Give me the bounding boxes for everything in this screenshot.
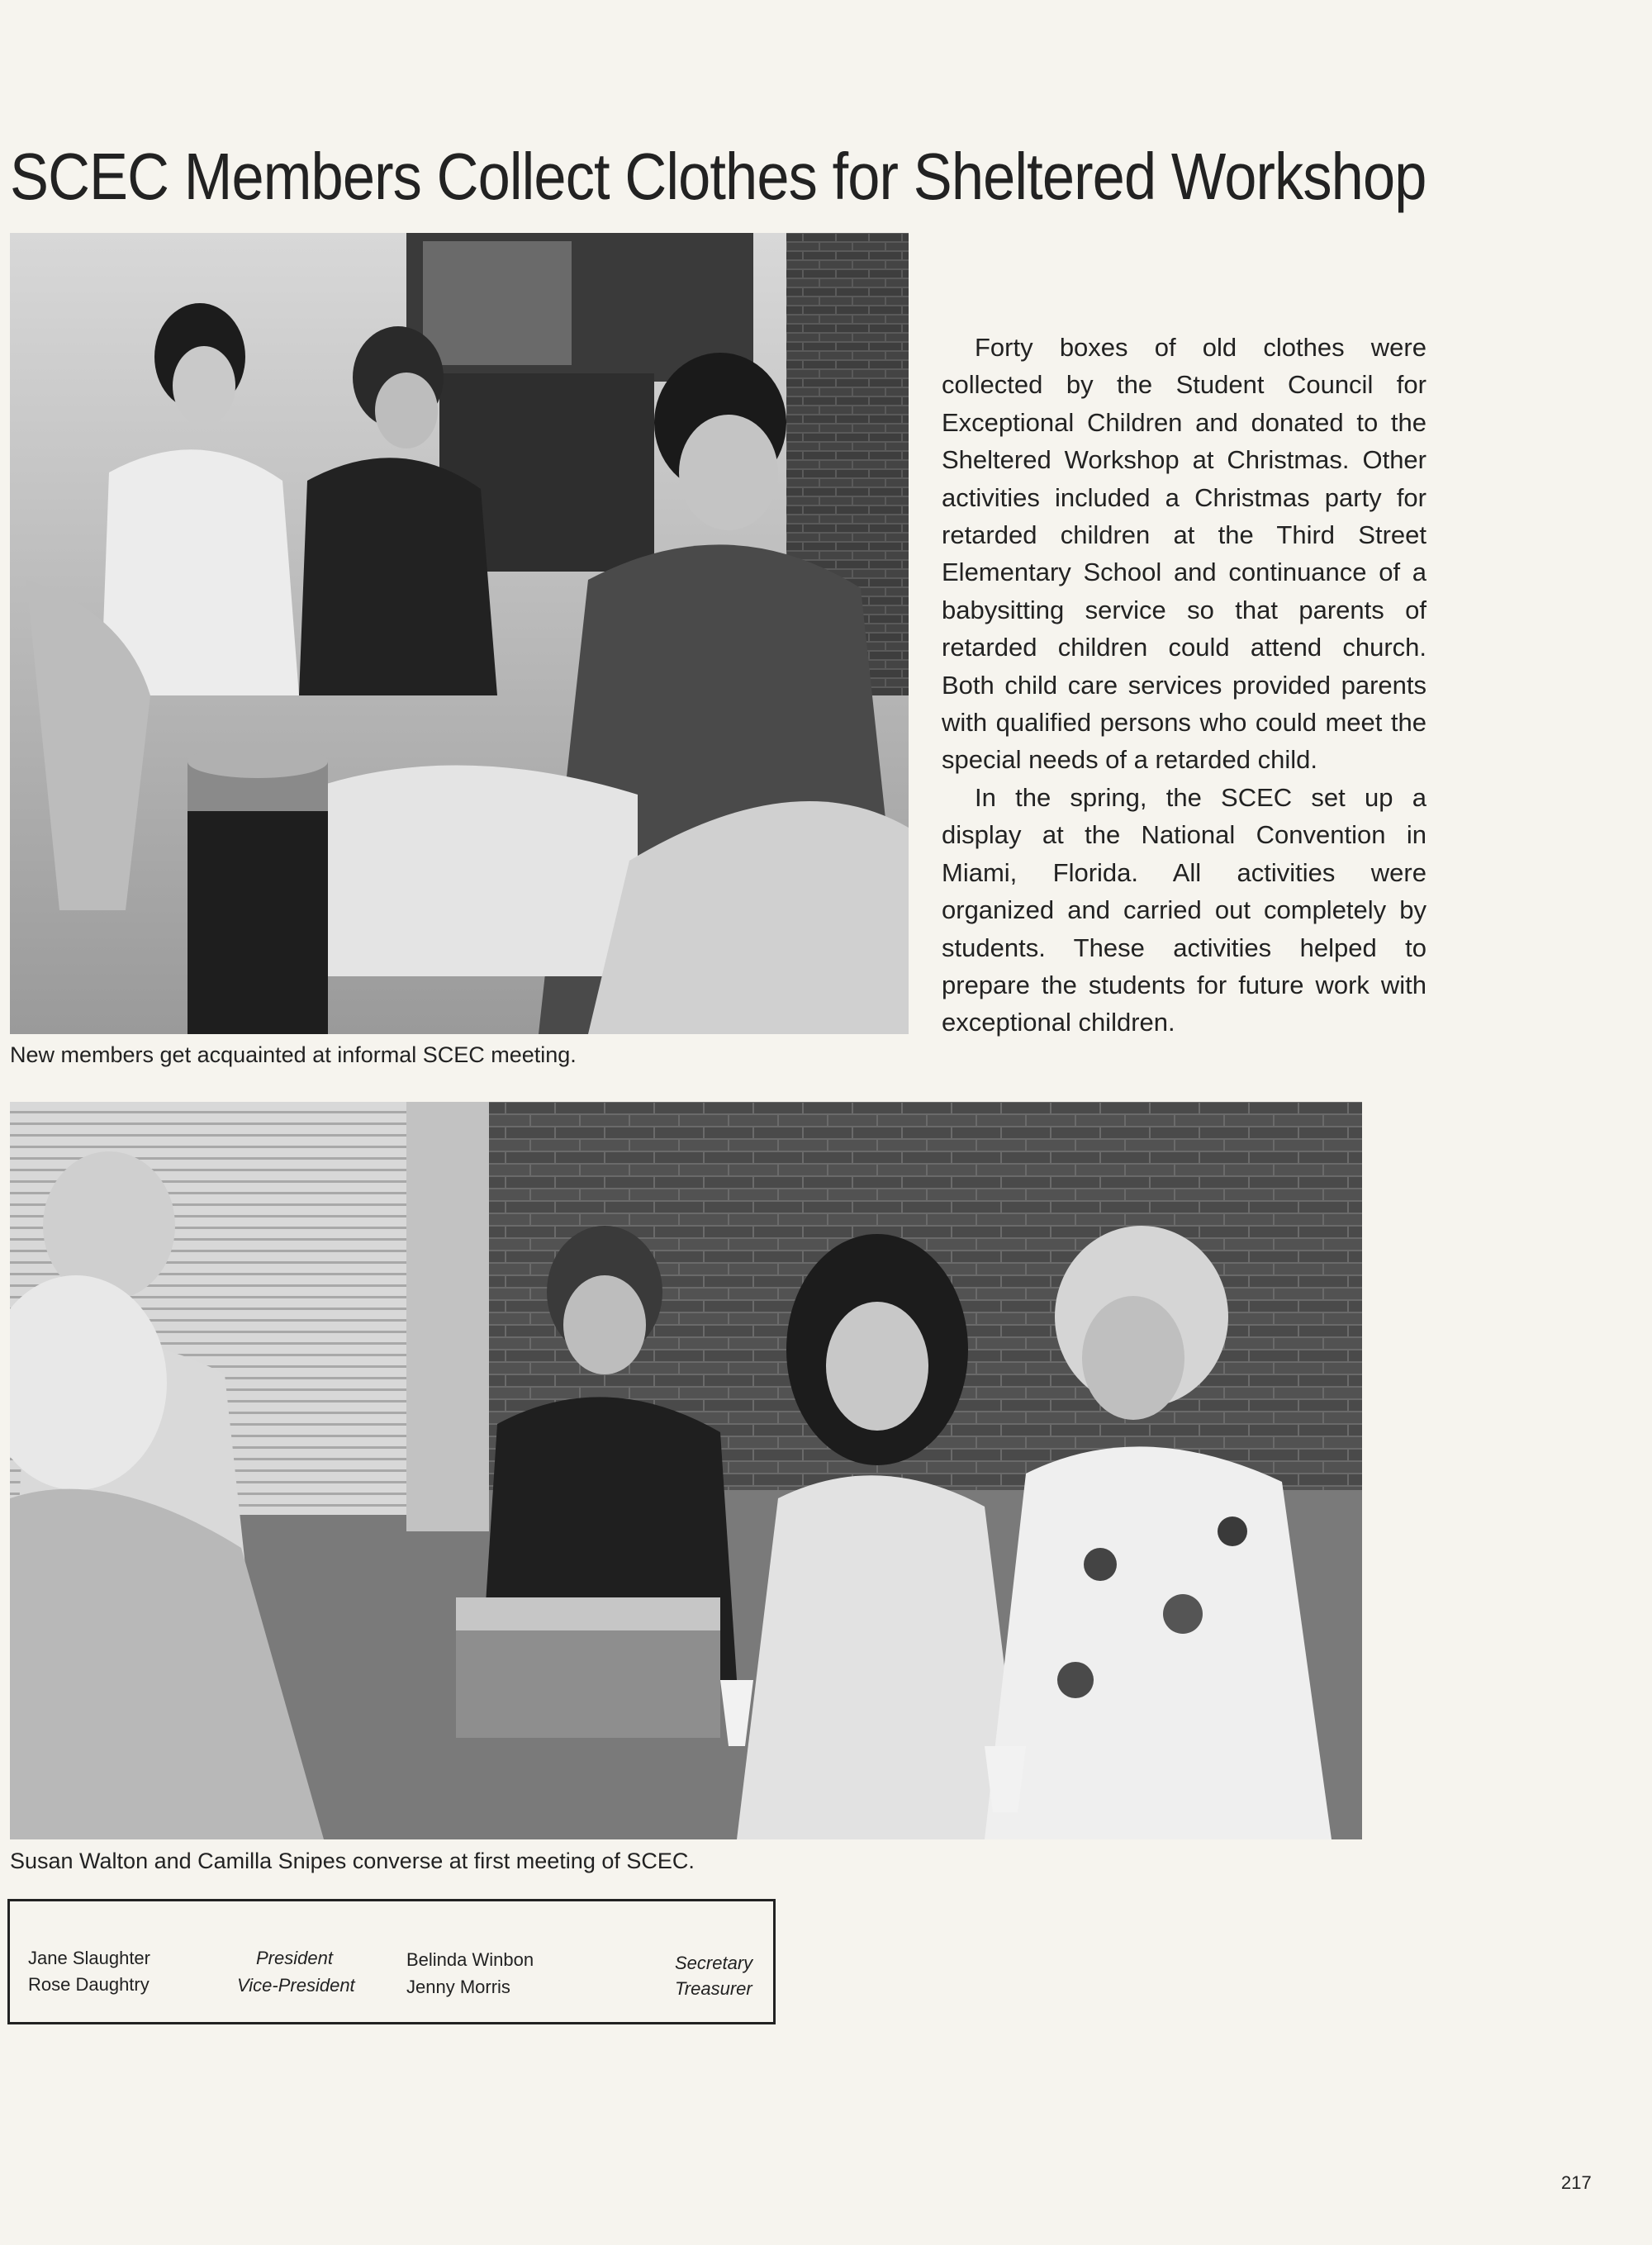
officer-name: Belinda Winbon — [406, 1949, 534, 1970]
officer-name: Jane Slaughter — [28, 1948, 150, 1968]
officer-title: Secretary — [675, 1953, 753, 1973]
officer-title: President — [256, 1948, 333, 1968]
page-headline: SCEC Members Collect Clothes for Sheltered Workshop — [10, 140, 1427, 213]
officers-box — [7, 1899, 776, 2024]
first-meeting-photo-image — [10, 1102, 1362, 1839]
first-meeting-photo — [10, 1102, 1362, 1839]
meeting-photo — [10, 233, 909, 1034]
officer-title: Treasurer — [675, 1978, 752, 1999]
first-meeting-photo-caption: Susan Walton and Camilla Snipes converse at first meeting of SCEC. — [10, 1849, 695, 1873]
officer-name: Jenny Morris — [406, 1977, 510, 1997]
page-number: 217 — [1561, 2172, 1592, 2193]
meeting-photo-caption: New members get acquainted at informal SCEC meeting. — [10, 1042, 577, 1067]
article-body — [942, 329, 1427, 1042]
meeting-photo-image — [10, 233, 909, 1034]
article-paragraph: Forty boxes of old clothes were collected by the Student Council for Exceptional Children and donated to the Sheltered Workshop at Christmas. Other activities included a Christmas party for retarded children at the Third Street Elementary School and continuance of a babysitting service so that parents of retarded children could attend church. Both child care services provided parents with qualified persons who could meet the special needs of a retarded child. — [942, 333, 1427, 775]
officer-name: Rose Daughtry — [28, 1974, 150, 1995]
officer-title: Vice-President — [237, 1975, 355, 1996]
article-paragraph: In the spring, the SCEC set up a display at the National Convention in Miami, Florida. All activities were organized and carried out completely by students. These activities helped to prepare the students for future work with exceptional children. — [942, 782, 1427, 1037]
